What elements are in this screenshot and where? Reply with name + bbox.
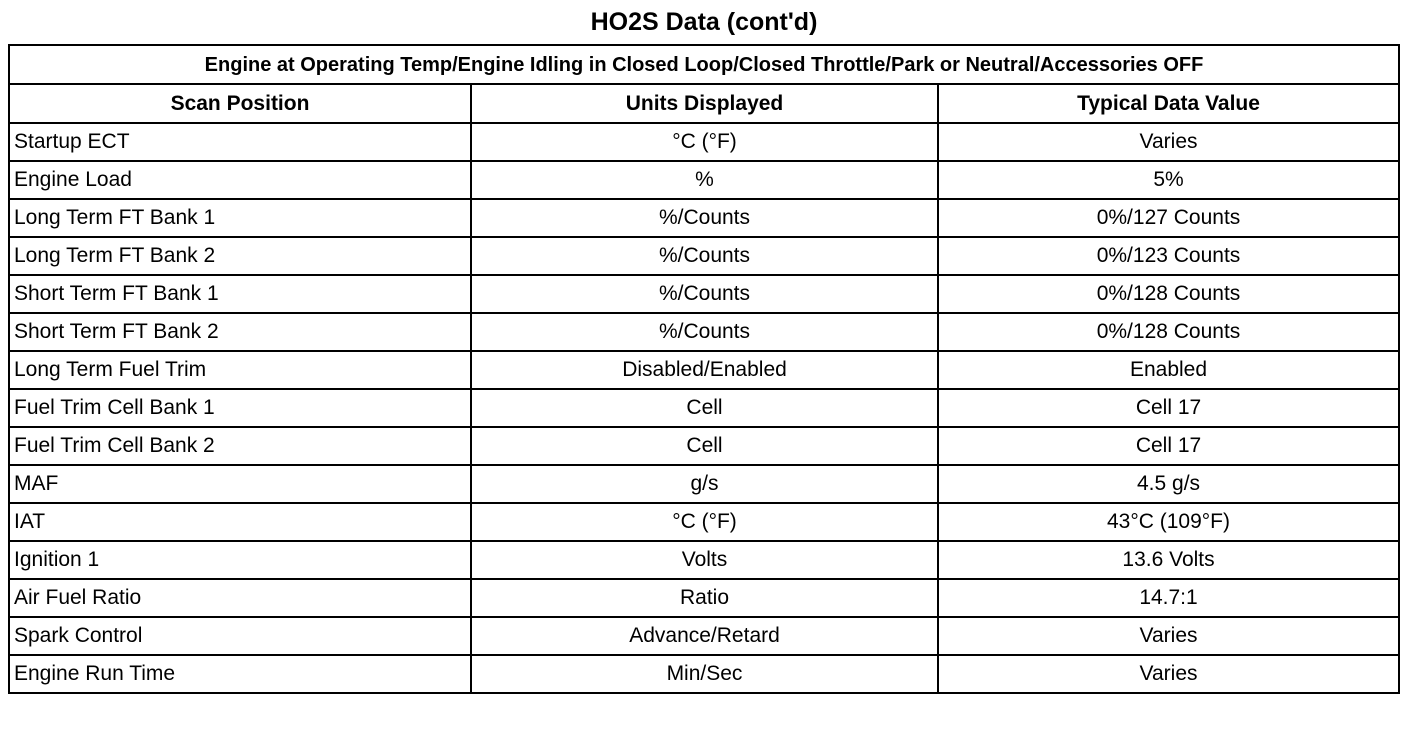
page-title: HO2S Data (cont'd) <box>590 8 818 36</box>
condition-row <box>9 45 1399 84</box>
typical-value-cell: 0%/128 Counts <box>938 313 1399 351</box>
typical-value-cell: Cell 17 <box>938 427 1399 465</box>
table-row <box>9 465 1399 503</box>
units-cell: g/s <box>471 465 938 503</box>
scan-position-cell: Engine Run Time <box>9 655 471 693</box>
table-row <box>9 389 1399 427</box>
units-cell: Ratio <box>471 579 938 617</box>
table-row <box>9 579 1399 617</box>
scan-position-cell: Engine Load <box>9 161 471 199</box>
table-row <box>9 351 1399 389</box>
units-cell: % <box>471 161 938 199</box>
table-row <box>9 123 1399 161</box>
typical-value-cell: 13.6 Volts <box>938 541 1399 579</box>
scan-position-cell: Fuel Trim Cell Bank 1 <box>9 389 471 427</box>
table-row <box>9 427 1399 465</box>
scan-position-cell: Air Fuel Ratio <box>9 579 471 617</box>
table-row <box>9 275 1399 313</box>
typical-value-cell: Varies <box>938 123 1399 161</box>
table-row <box>9 313 1399 351</box>
scan-position-cell: Long Term FT Bank 2 <box>9 237 471 275</box>
header-scan-position: Scan Position <box>9 84 471 123</box>
scan-position-cell: Short Term FT Bank 2 <box>9 313 471 351</box>
scan-position-cell: MAF <box>9 465 471 503</box>
table-row <box>9 237 1399 275</box>
typical-value-cell: Cell 17 <box>938 389 1399 427</box>
units-cell: °C (°F) <box>471 503 938 541</box>
units-cell: Advance/Retard <box>471 617 938 655</box>
table-row <box>9 503 1399 541</box>
units-cell: %/Counts <box>471 313 938 351</box>
table-row <box>9 199 1399 237</box>
typical-value-cell: 0%/123 Counts <box>938 237 1399 275</box>
units-cell: °C (°F) <box>471 123 938 161</box>
typical-value-cell: 0%/127 Counts <box>938 199 1399 237</box>
typical-value-cell: 5% <box>938 161 1399 199</box>
typical-value-cell: 0%/128 Counts <box>938 275 1399 313</box>
scan-position-cell: Long Term Fuel Trim <box>9 351 471 389</box>
condition-header: Engine at Operating Temp/Engine Idling in Closed Loop/Closed Throttle/Park or Neutral/Accessories OFF <box>9 45 1399 84</box>
scan-position-cell: Ignition 1 <box>9 541 471 579</box>
typical-value-cell: Enabled <box>938 351 1399 389</box>
ho2s-data-table <box>8 44 1400 694</box>
units-cell: %/Counts <box>471 275 938 313</box>
typical-value-cell: Varies <box>938 617 1399 655</box>
table-row <box>9 617 1399 655</box>
table-row <box>9 161 1399 199</box>
units-cell: Min/Sec <box>471 655 938 693</box>
scan-position-cell: Startup ECT <box>9 123 471 161</box>
table-row <box>9 541 1399 579</box>
scan-position-cell: Short Term FT Bank 1 <box>9 275 471 313</box>
column-header-row <box>9 84 1399 123</box>
table-row <box>9 655 1399 693</box>
scan-position-cell: Long Term FT Bank 1 <box>9 199 471 237</box>
units-cell: Cell <box>471 427 938 465</box>
units-cell: Disabled/Enabled <box>471 351 938 389</box>
units-cell: %/Counts <box>471 199 938 237</box>
header-typical-data-value: Typical Data Value <box>938 84 1399 123</box>
typical-value-cell: 14.7:1 <box>938 579 1399 617</box>
typical-value-cell: 43°C (109°F) <box>938 503 1399 541</box>
typical-value-cell: Varies <box>938 655 1399 693</box>
scan-position-cell: Fuel Trim Cell Bank 2 <box>9 427 471 465</box>
typical-value-cell: 4.5 g/s <box>938 465 1399 503</box>
scan-position-cell: Spark Control <box>9 617 471 655</box>
units-cell: %/Counts <box>471 237 938 275</box>
scan-position-cell: IAT <box>9 503 471 541</box>
units-cell: Volts <box>471 541 938 579</box>
header-units-displayed: Units Displayed <box>471 84 938 123</box>
units-cell: Cell <box>471 389 938 427</box>
